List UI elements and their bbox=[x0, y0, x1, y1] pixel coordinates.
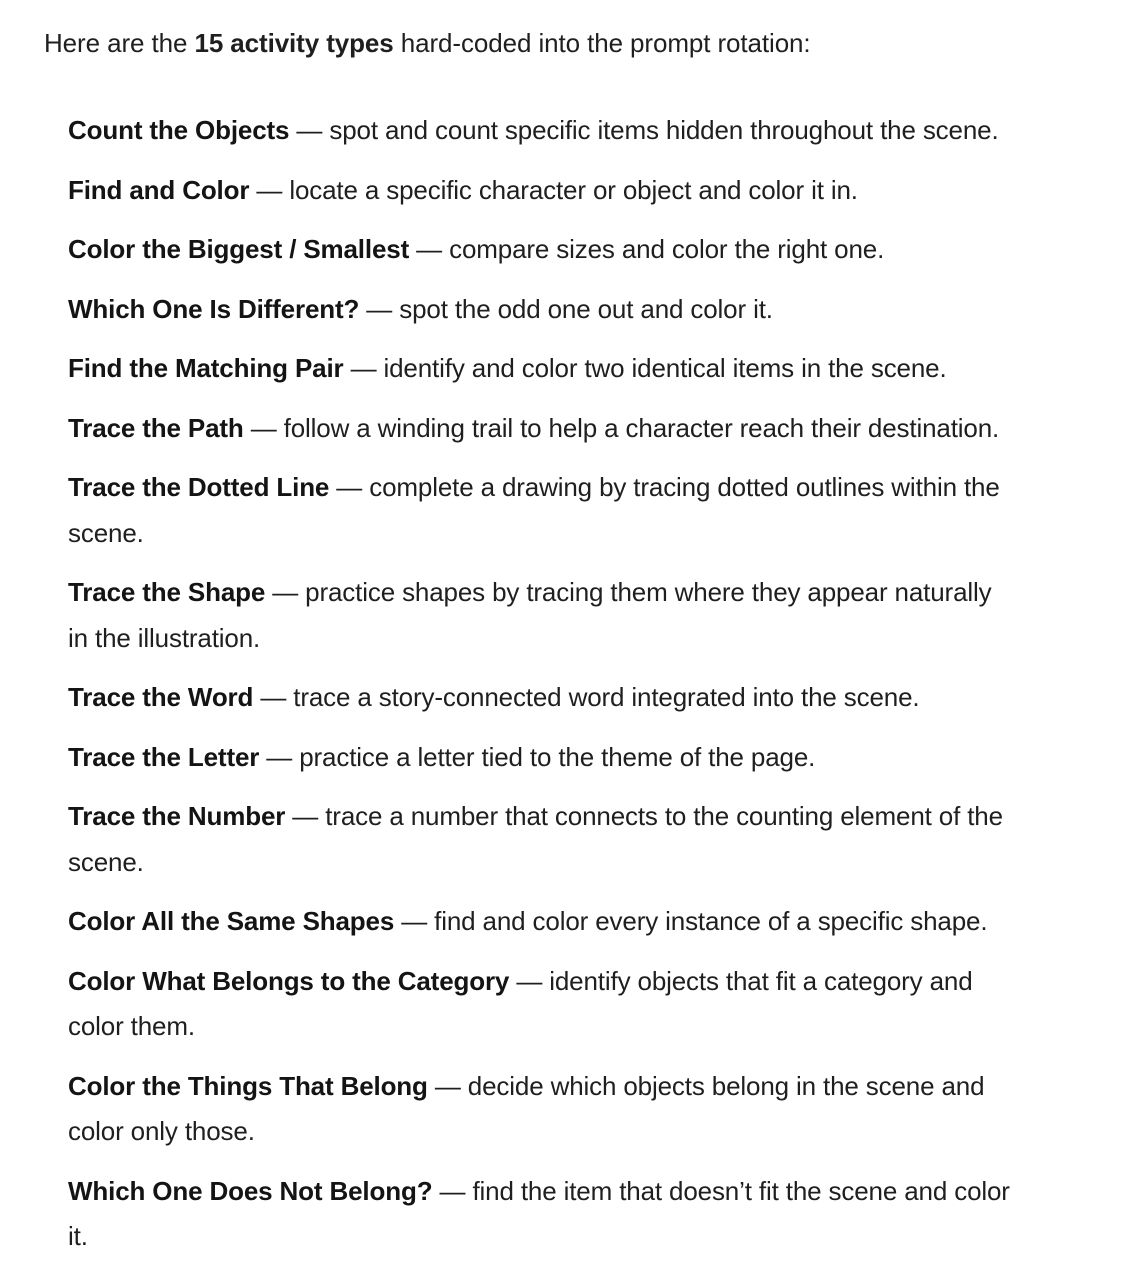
list-item bbox=[68, 108, 1068, 154]
list-item bbox=[68, 168, 1068, 214]
activity-description: locate a specific character or object and color it in. bbox=[289, 174, 858, 205]
activity-name: Trace the Dotted Line bbox=[68, 472, 330, 502]
list-item bbox=[68, 794, 1068, 885]
activity-name: Trace the Letter bbox=[68, 741, 260, 772]
activity-name: Which One Does Not Belong? bbox=[68, 1175, 433, 1206]
separator: — bbox=[285, 801, 326, 831]
separator: — bbox=[432, 1175, 473, 1206]
activity-list bbox=[0, 108, 1068, 1260]
activity-name: Trace the Path bbox=[68, 412, 244, 443]
activity-name: Trace the Number bbox=[68, 801, 286, 831]
intro-suffix: hard-coded into the prompt rotation: bbox=[393, 28, 811, 58]
list-item bbox=[68, 346, 1068, 392]
separator: — bbox=[394, 906, 435, 936]
list-item bbox=[68, 959, 1068, 1050]
list-item bbox=[68, 1169, 1068, 1260]
activity-description: trace a story-connected word integrated into the scene. bbox=[293, 682, 920, 712]
activity-name: Color All the Same Shapes bbox=[68, 906, 395, 936]
activity-description: find the item that doesn’t fit the scene and color it. bbox=[68, 1175, 1010, 1251]
activity-name: Find and Color bbox=[68, 174, 250, 205]
separator: — bbox=[409, 234, 450, 264]
activity-description: trace a number that connects to the counting element of the scene. bbox=[68, 801, 1003, 877]
separator: — bbox=[259, 741, 300, 772]
list-item bbox=[68, 465, 1068, 556]
separator: — bbox=[289, 115, 330, 145]
separator: — bbox=[243, 412, 284, 443]
activity-description: decide which objects belong in the scene and color only those. bbox=[68, 1070, 985, 1146]
list-item bbox=[68, 406, 1068, 452]
activity-description: complete a drawing by tracing dotted outlines within the scene. bbox=[68, 472, 1000, 548]
activity-description: find and color every instance of a specific shape. bbox=[434, 906, 988, 936]
activity-name: Find the Matching Pair bbox=[68, 353, 344, 383]
list-item bbox=[68, 1064, 1068, 1155]
separator: — bbox=[265, 577, 306, 607]
list-item bbox=[68, 287, 1068, 333]
list-item bbox=[68, 227, 1068, 273]
activity-name: Trace the Shape bbox=[68, 577, 266, 607]
activity-description: identify objects that fit a category and color them. bbox=[68, 965, 973, 1041]
activity-name: Which One Is Different? bbox=[68, 293, 360, 324]
activity-description: spot the odd one out and color it. bbox=[399, 293, 773, 324]
activity-description: follow a winding trail to help a character reach their destination. bbox=[283, 412, 1000, 443]
list-item bbox=[68, 675, 1068, 721]
intro-count: 15 activity types bbox=[194, 28, 394, 58]
separator: — bbox=[427, 1070, 468, 1101]
separator: — bbox=[359, 293, 400, 324]
separator: — bbox=[509, 965, 550, 996]
activity-description: practice a letter tied to the theme of the page. bbox=[299, 741, 816, 772]
list-item bbox=[68, 735, 1068, 781]
activity-description: identify and color two identical items in the scene. bbox=[383, 353, 947, 383]
separator: — bbox=[249, 174, 290, 205]
activity-name: Trace the Word bbox=[68, 682, 254, 712]
list-item bbox=[68, 570, 1068, 661]
activity-name: Color the Biggest / Smallest bbox=[68, 234, 410, 264]
intro-prefix: Here are the bbox=[44, 28, 195, 58]
activity-description: compare sizes and color the right one. bbox=[449, 234, 885, 264]
activity-name: Color What Belongs to the Category bbox=[68, 965, 510, 996]
intro-paragraph bbox=[44, 26, 1136, 60]
activity-description: practice shapes by tracing them where they appear naturally in the illustration. bbox=[68, 577, 992, 653]
list-item bbox=[68, 899, 1068, 945]
separator: — bbox=[329, 472, 370, 502]
activity-name: Count the Objects bbox=[68, 115, 290, 145]
separator: — bbox=[253, 682, 294, 712]
activity-name: Color the Things That Belong bbox=[68, 1070, 428, 1101]
activity-description: spot and count specific items hidden throughout the scene. bbox=[329, 115, 999, 145]
separator: — bbox=[343, 353, 384, 383]
